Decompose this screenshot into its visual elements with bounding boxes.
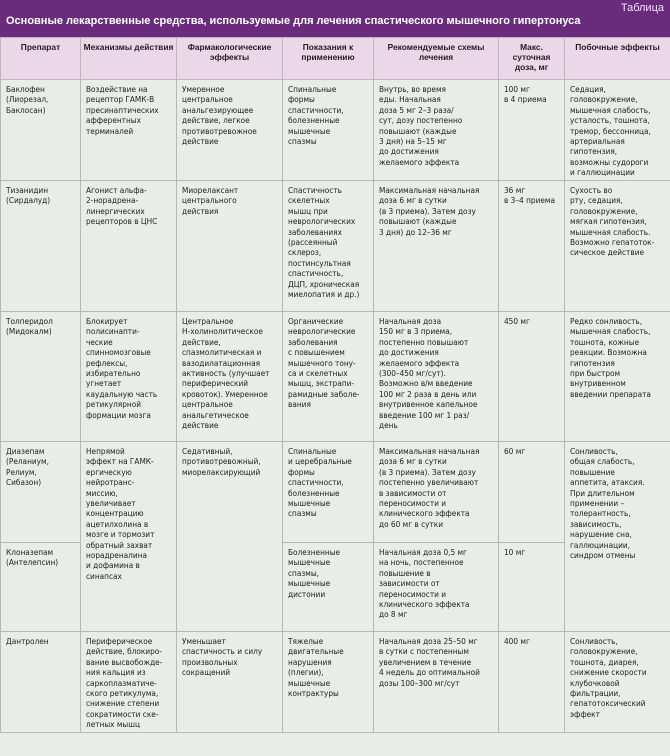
indications-cell xyxy=(283,80,374,181)
table-header-row xyxy=(1,38,670,80)
effects-text: Миорелаксант центрального действия xyxy=(182,185,239,216)
indications-text: Тяжелые двигательные нарушения (плегии), мышечные контрактуры xyxy=(288,636,344,699)
drug-name: Баклофен (Лиорезал, Баклосан) xyxy=(6,84,49,115)
dose-text: 450 мг xyxy=(504,316,530,326)
table-row xyxy=(1,181,670,312)
effects-text: Седативный, противотревожный, миорелаксирующий xyxy=(182,446,261,477)
side-effects-text: Сонливость, головокружение, тошнота, диарея, снижение скорости клубочковой фильтрации, гепатотоксический эффект xyxy=(570,636,647,719)
column-header-indications: Показания к применению xyxy=(283,38,374,80)
side-effects-text: Сухость во рту, седация, головокружение, мягкая гипотензия, мышечная слабость. Возможно гепатоток- сическое действие xyxy=(570,185,655,258)
column-header-effects: Фармакологические эффекты xyxy=(177,38,283,80)
table-row xyxy=(1,312,670,442)
effects-cell xyxy=(177,632,283,733)
mechanism-text: Периферическое действие, блокиро- вание высвобожде- ния кальция из саркоплазматиче- ского ретикулума, снижение степени сократимости ске- летных мышц xyxy=(86,636,163,730)
drug-table xyxy=(0,37,670,733)
effects-cell xyxy=(177,80,283,181)
mechanism-cell xyxy=(81,181,177,312)
indications-text: Органические неврологические заболевания с повышением мышечного тону- са и скелетных мышц, экстрапи- рамидные заболе- вания xyxy=(288,316,360,410)
effects-text: Центральное Н-холинолитическое действие, спазмолитическая и вазодилатационная активность (улучшает периферический кровоток). Умеренное центральное анальгетическое действие xyxy=(182,316,270,431)
column-header-side-effects: Побочные эффекты xyxy=(565,38,670,80)
scheme-cell xyxy=(374,632,499,733)
mechanism-text: Непрямой эффект на ГАМК- ергическую нейротранс- миссию, увеличивает концентрацию ацетилхолина в мозге и тормозит обратный захват норадреналина и дофамина в синапсах xyxy=(86,446,155,581)
scheme-text: Внутрь, во время еды. Начальная доза 5 мг 2–3 раза/ сут, дозу постепенно повышают (каждые 3 дня) на 5–15 мг до достижения желаемого эффекта xyxy=(379,84,463,167)
effects-text: Уменьшает спастичность и силу произвольных сокращений xyxy=(182,636,263,678)
scheme-text: Максимальная начальная доза 6 мг в сутки (в 3 приема). Затем дозу повышают (каждые 3 дня) до 12–36 мг xyxy=(379,185,480,237)
side-effects-cell xyxy=(565,632,670,733)
indications-cell xyxy=(283,181,374,312)
effects-cell xyxy=(177,312,283,442)
title-bar xyxy=(0,0,670,37)
drug-name: Клоназепам (Антелепсин) xyxy=(6,547,59,568)
table-row xyxy=(1,442,670,543)
scheme-cell xyxy=(374,181,499,312)
drug-cell xyxy=(1,632,81,733)
dose-cell xyxy=(499,80,565,181)
effects-cell xyxy=(177,181,283,312)
mechanism-text: Блокирует полисинапти- ческие спинномозговые рефлексы, избирательно угнетает каудальную часть ретикулярной формации мозга xyxy=(86,316,158,420)
dose-cell xyxy=(499,312,565,442)
table-label: Таблица xyxy=(620,2,664,14)
effects-text: Умеренное центральное анальгезирующее действие, легкое противотревожное действие xyxy=(182,84,257,147)
table-row xyxy=(1,632,670,733)
column-header-scheme: Рекомендуемые схемы лечения xyxy=(374,38,499,80)
indications-text: Спинальные и церебральные формы спастичности, болезненные мышечные спазмы xyxy=(288,446,352,519)
mechanism-text: Агонист альфа- 2-норадрена- линергических рецепторов в ЦНС xyxy=(86,185,158,227)
drug-name: Дантролен xyxy=(6,636,49,646)
effects-cell xyxy=(177,442,283,632)
dose-text: 400 мг xyxy=(504,636,530,646)
mechanism-cell xyxy=(81,312,177,442)
drug-cell xyxy=(1,80,81,181)
dose-cell xyxy=(499,543,565,632)
drug-cell xyxy=(1,181,81,312)
drug-name: Тизанидин (Сирдалуд) xyxy=(6,185,51,206)
indications-cell xyxy=(283,543,374,632)
dose-text: 36 мг в 3–4 приема xyxy=(504,185,555,206)
mechanism-cell xyxy=(81,632,177,733)
dose-cell xyxy=(499,632,565,733)
scheme-cell xyxy=(374,80,499,181)
drug-name: Диазепам (Реланиум, Релиум, Сибазон) xyxy=(6,446,49,488)
scheme-text: Начальная доза 25–50 мг в сутки с постепенным увеличением в течение 4 недель до оптимальной дозы 100–300 мг/сут xyxy=(379,636,480,688)
indications-cell xyxy=(283,442,374,543)
dose-cell xyxy=(499,442,565,543)
indications-text: Болезненные мышечные спазмы, мышечные дистонии xyxy=(288,547,341,599)
scheme-text: Максимальная начальная доза 6 мг в сутки (в 3 приема). Затем дозу постепенно увеличивают в зависимости от переносимости и клинического эффекта до 60 мг в сутки xyxy=(379,446,480,529)
dose-text: 10 мг xyxy=(504,547,526,557)
column-header-drug: Препарат xyxy=(1,38,81,80)
side-effects-text: Сонливость, общая слабость, повышение аппетита, атаксия. При длительном применении – толерантность, зависимость, нарушение сна, галлюцинации, синдром отмены xyxy=(570,446,645,561)
drug-cell xyxy=(1,543,81,632)
side-effects-text: Седация, головокружение, мышечная слабость, усталость, тошнота, тремор, бессонница, артериальная гипотензия, возможны судороги и галлюцинации xyxy=(570,84,651,178)
indications-text: Спинальные формы спастичности, болезненные мышечные спазмы xyxy=(288,84,344,147)
drug-cell xyxy=(1,442,81,543)
drug-name: Толперидол (Мидокалм) xyxy=(6,316,53,337)
side-effects-cell xyxy=(565,442,670,632)
side-effects-text: Редко сонливость, мышечная слабость, тошнота, кожные реакции. Возможна гипотензия при быстром внутривенном введении препарата xyxy=(570,316,651,399)
indications-text: Спастичность скелетных мышц при неврологических заболеваниях (рассеянный склероз, постинсультная спастичность, ДЦП, хроническая миелопатия и др.) xyxy=(288,185,360,300)
scheme-text: Начальная доза 150 мг в 3 приема, постепенно повышают до достижения желаемого эффекта (300–450 мг/сут). Возможно в/м введение 100 мг 2 раза в день или внутривенное капельное введение 100 мг 1 раз/ день xyxy=(379,316,478,431)
column-header-dose: Макс. суточная доза, мг xyxy=(499,38,565,80)
mechanism-text: Воздействие на рецептор ГАМК-B пресинаптических афферентных терминалей xyxy=(86,84,159,136)
scheme-cell xyxy=(374,543,499,632)
mechanism-cell xyxy=(81,80,177,181)
table-row xyxy=(1,80,670,181)
table-title: Основные лекарственные средства, используемые для лечения спастического мышечного гипертонуса xyxy=(6,15,581,27)
drug-cell xyxy=(1,312,81,442)
dose-text: 60 мг xyxy=(504,446,526,456)
indications-cell xyxy=(283,632,374,733)
column-header-mechanism: Механизмы действия xyxy=(81,38,177,80)
side-effects-cell xyxy=(565,80,670,181)
dose-text: 100 мг в 4 приема xyxy=(504,84,547,105)
mechanism-cell xyxy=(81,442,177,632)
side-effects-cell xyxy=(565,181,670,312)
side-effects-cell xyxy=(565,312,670,442)
scheme-text: Начальная доза 0,5 мг на ночь, постепенное повышение в зависимости от переносимости и клинического эффекта до 8 мг xyxy=(379,547,470,620)
dose-cell xyxy=(499,181,565,312)
scheme-cell xyxy=(374,312,499,442)
indications-cell xyxy=(283,312,374,442)
scheme-cell xyxy=(374,442,499,543)
